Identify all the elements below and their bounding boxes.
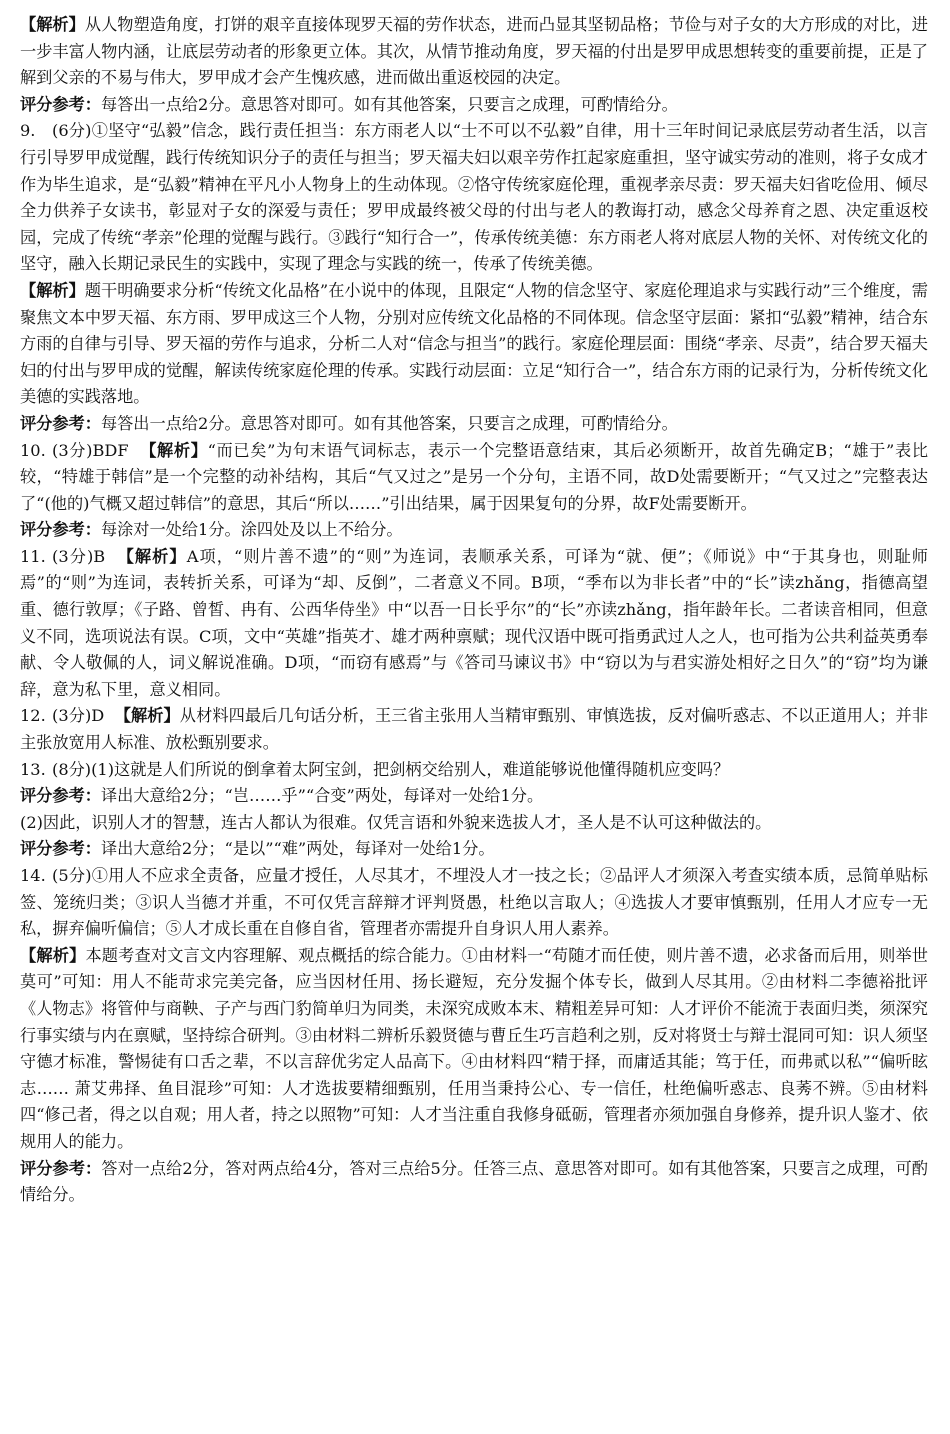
- analysis-text: A项，“则片善不遗”的“则”为连词，表顺承关系，可译为“就、便”；《师说》中“于其身也，则耻师焉”的“则”为连词，表转折关系，可译为“却、反倒”，二者意义不同。B项，“季布以为非长者”中的“长”读zhǎng，指德高望重、德行敦厚；《子路、曾皙、冉有、公西华侍坐》中“以吾一日长乎尔”的“长”亦读zhǎng，指年龄年长。二者读音相同，但意义不同，选项说法有误。C项，文中“英雄”指英才、雄才两种禀赋；现代汉语中既可指勇武过人之人，也可指为公共利益英勇奉献、令人敬佩的人，词义解说准确。D项，“而窃有感焉”与《答司马谏议书》中“窃以为与君实游处相好之日久”的“窃”均为谦辞，意为私下里，意义相同。: [20, 546, 928, 699]
- analysis-text: 题干明确要求分析“传统文化品格”在小说中的体现，且限定“人物的信念坚守、家庭伦理追求与实践行动”三个维度，需聚焦文本中罗天福、东方雨、罗甲成这三个人物，分别对应传统文化品格的不同体现。信念坚守层面：紧扣“弘毅”精神，结合东方雨的自律与引导、罗天福的劳作与追求，分析二人对“信念与担当”的践行。家庭伦理层面：围绕“孝亲、尽责”，结合罗天福夫妇的付出与罗甲成的觉醒，解读传统家庭伦理的传承。实践行动层面：立足“知行合一”，结合东方雨的记录行为，分析传统文化美德的实践落地。: [20, 280, 928, 407]
- question-13: [20, 757, 928, 863]
- question-10: [20, 438, 928, 544]
- analysis-text: 从人物塑造角度，打饼的艰辛直接体现罗天福的劳作状态，进而凸显其坚韧品格；节俭与对子女的大方形成的对比，进一步丰富人物内涵，让底层劳动者的形象更立体。其次，从情节推动角度，罗天福的付出是罗甲成思想转变的重要前提，正是了解到父亲的不易与伟大，罗甲成才会产生愧疚感，进而做出重返校园的决定。: [20, 15, 928, 88]
- analysis-text: 从材料四最后几句话分析，王三省主张用人当精审甄别、审慎选拔，反对偏听惑志、不以正道用人；并非主张放宽用人标准、放松甄别要求。: [20, 706, 929, 753]
- analysis-tag: 【解析】: [140, 440, 208, 460]
- answer-text: (8分)(1)这就是人们所说的倒拿着太阿宝剑，把剑柄交给别人，难道能够说他懂得随机应变吗？: [52, 759, 730, 779]
- score-label: 评分参考：: [20, 520, 101, 540]
- answer-text: (3分)BDF: [52, 440, 129, 460]
- score-text: 每答出一点给2分。意思答对即可。如有其他答案，只要言之成理，可酌情给分。: [100, 94, 678, 114]
- question-number: 13.: [20, 759, 46, 779]
- question-number: 14.: [20, 866, 46, 885]
- analysis-tag: 【解析】: [20, 945, 86, 965]
- answer-text: (2)因此，识别人才的智慧，连古人都认为很难。仅凭言语和外貌来选拔人才，圣人是不认可这种做法的。: [20, 812, 772, 832]
- question-14: [20, 863, 928, 1209]
- analysis-text: “而已矣”为句末语气词标志，表示一个完整语意结束，其后必须断开，故首先确定B；“雄于”表比较，“特雄于韩信”是一个完整的动补结构，其后“气又过之”是另一个分句，主语不同，故D处需要断开；“气又过之”完整表达了“(他的)气概又超过韩信”的意思，其后“所以……”引出结果，属于因果复句的分界，故F处需要断开。: [20, 440, 929, 513]
- answer-text: (3分)B: [52, 546, 106, 566]
- question-11: [20, 544, 928, 704]
- question-number: 10.: [20, 440, 46, 460]
- analysis-tag: 【解析】: [117, 546, 187, 566]
- question-number: 12.: [20, 706, 46, 726]
- answer-text: (5分)①用人不应求全责备，应量才授任，人尽其才，不埋没人才一技之长；②品评人才须深入考查实绩本质，忌简单贴标签、笼统归类；③识人当德才并重，不可仅凭言辞辩才评判贤愚，杜绝以言取人；④选拔人才要审慎甄别，任用人才应专一无私，摒弃偏听偏信；⑤人才成长重在自修自省，管理者亦需提升自身识人用人素养。: [20, 866, 928, 939]
- question-12: [20, 703, 928, 756]
- question-9: [20, 118, 928, 437]
- analysis-tag: 【解析】: [20, 280, 85, 300]
- score-text: 每答出一点给2分。意思答对即可。如有其他答案，只要言之成理，可酌情给分。: [100, 413, 678, 433]
- score-text: 译出大意给2分；“是以”“难”两处，每译对一处给1分。: [100, 839, 495, 859]
- score-text: 答对一点给2分，答对两点给4分，答对三点给5分。任答三点、意思答对即可。如有其他答案，只要言之成理，可酌情给分。: [20, 1158, 928, 1205]
- score-label: 评分参考：: [20, 839, 101, 859]
- analysis-text: 本题考查对文言文内容理解、观点概括的综合能力。①由材料一“苟随才而任使，则片善不遗，必求备而后用，则举世莫可”可知：用人不能苛求完美完备，应当因材任用、扬长避短，充分发掘个体专长，做到人尽其用。②由材料二李德裕批评《人物志》将管仲与商鞅、子产与西门豹简单归为同类，未深究成败本末、精粗差异可知：人才评价不能流于表面归类，须深究行事实绩与内在禀赋，坚持综合研判。③由材料二辨析乐毅贤德与曹丘生巧言趋利之别，反对将贤士与辩士混同可知：识人须坚守德才标准，警惕徒有口舌之辈，不以言辞优劣定人品高下。④由材料四“精于择，而庸适其能；笃于任，而弗贰以私”“偏听眩志…… 萧艾弗择、鱼目混珍”可知：人才选拔要精细甄别，任用当秉持公心、专一信任，杜绝偏听惑志、良莠不辨。⑤由材料四“修己者，得之以自观；用人者，持之以照物”可知：人才当注重自我修身砥砺，管理者亦须加强自身修养，提升识人鉴才、依规用人的能力。: [20, 945, 928, 1151]
- score-label: 评分参考：: [20, 413, 101, 433]
- question-number: 11.: [20, 546, 46, 566]
- score-label: 评分参考：: [20, 786, 101, 806]
- score-text: 每涂对一处给1分。涂四处及以上不给分。: [100, 520, 403, 540]
- score-text: 译出大意给2分；“岂……乎”“合变”两处，每译对一处给1分。: [100, 786, 544, 806]
- score-label: 评分参考：: [20, 94, 101, 114]
- analysis-tag: 【解析】: [20, 15, 85, 34]
- prev-analysis: [20, 12, 928, 118]
- analysis-tag: 【解析】: [114, 706, 180, 726]
- score-label: 评分参考：: [20, 1158, 102, 1178]
- answer-text: (3分)D: [52, 706, 105, 726]
- question-number: 9.: [20, 121, 36, 141]
- answer-text: (6分)①坚守“弘毅”信念，践行责任担当：东方雨老人以“士不可以不弘毅”自律，用十三年时间记录底层劳动者生活，以言行引导罗甲成觉醒，践行传统知识分子的责任与担当；罗天福夫妇以艰辛劳作扛起家庭重担，坚守诚实劳动的准则，将子女成才作为毕生追求，是“弘毅”精神在平凡小人物身上的生动体现。②恪守传统家庭伦理，重视孝亲尽责：罗天福夫妇省吃俭用、倾尽全力供养子女读书，彰显对子女的深爱与责任；罗甲成最终被父母的付出与老人的教诲打动，感念父母养育之恩、决定重返校园，完成了传统“孝亲”伦理的觉醒与践行。③践行“知行合一”，传承传统美德：东方雨老人将对底层人物的关怀、对传统文化的坚守，融入长期记录民生的实践中，实现了理念与实践的统一，传承了传统美德。: [20, 121, 928, 274]
